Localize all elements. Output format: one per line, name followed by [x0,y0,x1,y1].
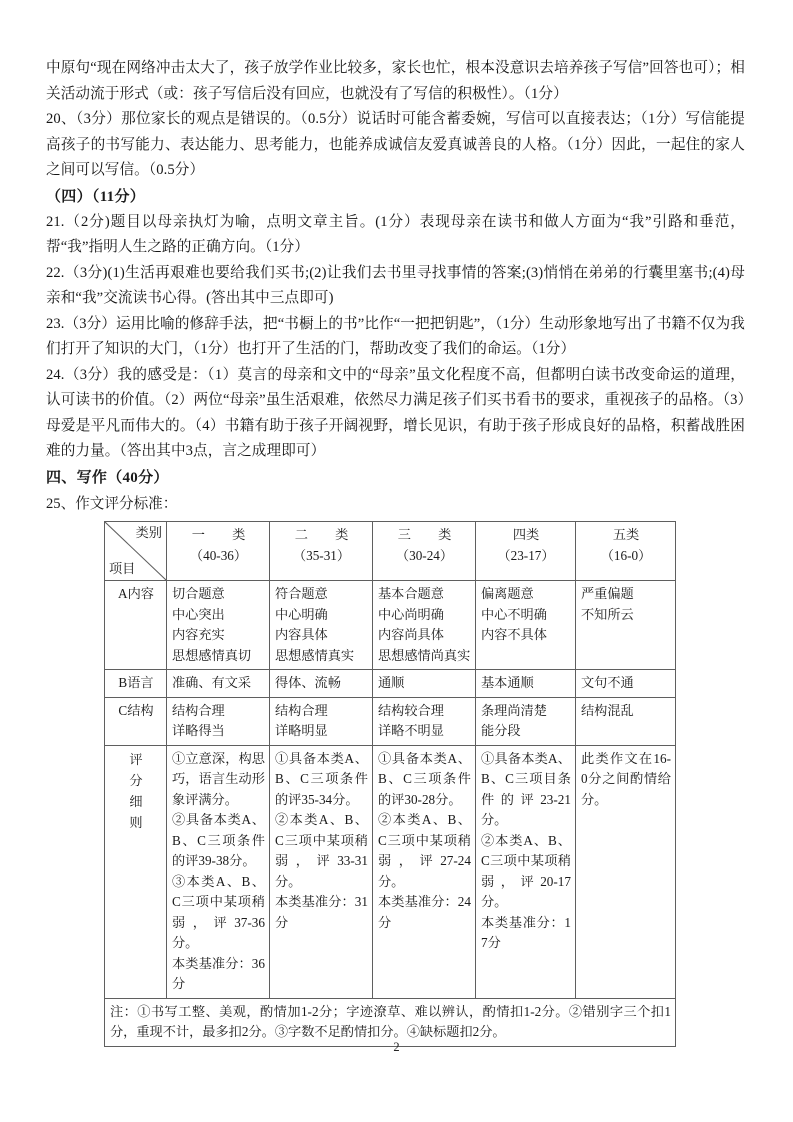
rubric-cell [373,697,476,745]
rubric-note-row [105,998,676,1046]
rubric-row-label-line: 细 [129,793,143,809]
rubric-cell [476,581,576,670]
rubric-score-range: （23-17） [497,547,555,563]
rubric-grade-name: 一 类 [191,527,253,542]
rubric-cell-line: ②具备本类A、B、C三项条件的评39-38分。 [172,812,265,868]
rubric-cell-line: ①具备本类A、B、C三项目条件的评23-21分。 [481,750,571,827]
rubric-cell-line: 切合题意 [172,586,225,601]
rubric-cell-line: 结构混乱 [581,702,634,718]
page-number: 2 [393,1040,400,1054]
paragraph-19-continuation: 中原句“现在网络冲击太大了，孩子放学作业比较多，家长也忙，根本没意识去培养孩子写信”回答也可）；相关活动流于形式（或：孩子写信后没有回应，也就没有了写信的积极性）。（1分） [46,60,745,102]
rubric-cell [167,745,270,998]
rubric-cell-line: 内容不具体 [481,627,547,642]
rubric-cell-line: 详略明显 [275,723,328,738]
rubric-category-label: 类别 [135,525,162,540]
rubric-row [105,581,676,670]
rubric-cell [167,697,270,745]
rubric-cell-line: 能分段 [481,723,521,738]
rubric-note: 注：①书写工整、美观，酌情加1-2分；字迹潦草、难以辨认，酌情扣1-2分。②错别字三个扣1分，重现不计，最多扣2分。③字数不足酌情扣分。④缺标题扣2分。 [105,998,676,1046]
rubric-cell-line: 中心不明确 [481,606,547,622]
rubric-cell-line: 结构较合理 [378,702,444,718]
rubric-score-range: （16-0） [600,547,652,563]
rubric-item-label: 项目 [109,561,136,576]
rubric-row-label-line: 则 [129,814,143,830]
rubric-cell-line: 内容具体 [275,627,328,642]
rubric-cell [576,745,676,998]
rubric-header-row [105,522,676,581]
section-four-heading: （四）（11分） [46,188,146,205]
rubric-cell-line: ①立意深，构思巧，语言生动形象评满分。 [172,750,265,807]
rubric-cell-line: 结构合理 [172,702,225,718]
paragraph-answer-20: 20、（3分）那位家长的观点是错误的。（0.5分）说话时可能含蓄委婉，写信可以直接表达；（1分）写信能提高孩子的书写能力、表达能力、思考能力，也能养成诚信友爱真诚善良的人格。（1分）因此，一起住的家人之间可以写信。（0.5分） [46,111,745,178]
rubric-cell [167,670,270,698]
rubric-score-range: （30-24） [395,547,454,563]
rubric-cell-line: 本类基准分：24分 [378,894,471,930]
rubric-cell-line: 本类基准分：17分 [481,914,571,950]
rubric-cell-line: 基本合题意 [378,586,444,601]
rubric-row-label-line: 分 [129,772,143,788]
rubric-cell [576,697,676,745]
rubric-cell [270,581,373,670]
rubric-cell-line: 严重偏题 [581,586,634,601]
paragraph-question-25: 25、作文评分标准： [46,495,178,512]
rubric-cell-line: 不知所云 [581,606,634,622]
rubric-cell-line: 文句不通 [581,675,634,690]
rubric-cell-line: ①具备本类A、B、C三项条件的评30-28分。 [378,750,471,807]
rubric-cell-line: 思想感情尚真实 [378,647,471,663]
rubric-cell-line: 得体、流畅 [275,675,341,690]
essay-scoring-rubric-table [104,521,676,1047]
rubric-cell-line: 偏离题意 [481,586,534,601]
rubric-cell-line: 结构合理 [275,702,328,718]
rubric-cell-line: ②本类A、B、C三项中某项稍弱，评33-31分。 [275,812,368,889]
rubric-row [105,745,676,998]
rubric-score-range: （40-36） [189,547,248,563]
rubric-cell [576,670,676,698]
rubric-grade-name: 三 类 [397,527,459,542]
rubric-cell [270,745,373,998]
rubric-corner-cell [105,522,167,581]
rubric-cell [373,581,476,670]
rubric-cell [167,581,270,670]
rubric-grade-name: 四类 [512,527,540,542]
rubric-column-header-2 [270,522,373,581]
paragraph-answer-21: 21.（2分)题目以母亲执灯为喻，点明文章主旨。(1分）表现母亲在读书和做人方面为“我”引路和垂范，帮“我”指明人生之路的正确方向。（1分） [46,213,745,255]
rubric-grade-name: 五类 [612,527,640,542]
rubric-row [105,670,676,698]
rubric-cell-line: 中心突出 [172,606,225,622]
rubric-cell [576,581,676,670]
rubric-cell [270,670,373,698]
rubric-cell-line: 基本通顺 [481,675,534,690]
paragraph-answer-23: 23.（3分）运用比喻的修辞手法，把“书橱上的书”比作“一把把钥匙”，（1分）生动形象地写出了书籍不仅为我们打开了知识的大门，（1分）也打开了生活的门，帮助改变了我们的命运。（1分） [46,315,745,357]
rubric-row-label: C结构 [105,697,167,745]
rubric-cell [270,697,373,745]
rubric-row-label: B语言 [105,670,167,698]
rubric-column-header-4 [476,522,576,581]
rubric-cell-line: 思想感情真实 [275,647,355,663]
paragraph-answer-22: 22.（3分)(1)生活再艰难也要给我们买书;(2)让我们去书里寻找事情的答案;(3)悄悄在弟弟的行囊里塞书;(4)母亲和“我”交流读书心得。(答出其中三点即可) [46,264,745,306]
rubric-cell-line: ③本类A、B、C三项中某项稍弱，评37-36分。 [172,873,265,950]
rubric-grade-name: 二 类 [294,527,356,542]
rubric-cell-line: 内容尚具体 [378,627,444,642]
rubric-cell-line: ②本类A、B、C三项中某项稍弱，评27-24分。 [378,812,471,889]
rubric-cell-line: 符合题意 [275,586,328,601]
rubric-row-label-line: 评 [129,751,143,767]
rubric-column-header-3 [373,522,476,581]
rubric-score-range: （35-31） [292,547,351,563]
rubric-cell-line: 此类作文在16-0分之间酌情给分。 [581,750,671,807]
rubric-cell-line: 思想感情真切 [172,647,252,663]
rubric-column-header-5 [576,522,676,581]
rubric-cell-line: 条理尚清楚 [481,702,547,718]
rubric-cell [373,745,476,998]
rubric-cell-line: ②本类A、B、C三项中某项稍弱，评20-17分。 [481,832,571,909]
rubric-cell-line: 本类基准分：31分 [275,894,368,930]
rubric-cell-line: 准确、有文采 [172,675,252,690]
rubric-cell [476,697,576,745]
rubric-cell [373,670,476,698]
rubric-cell-line: 详略得当 [172,723,225,738]
rubric-row [105,697,676,745]
rubric-table-wrapper [46,521,745,1047]
rubric-row-label: A内容 [105,581,167,670]
rubric-cell-line: 中心明确 [275,606,328,622]
rubric-cell [476,670,576,698]
rubric-cell-line: 通顺 [378,675,405,690]
rubric-cell [476,745,576,998]
paragraph-answer-24: 24.（3分）我的感受是：（1）莫言的母亲和文中的“母亲”虽文化程度不高，但都明白读书改变命运的道理，认可读书的价值。（2）两位“母亲”虽生活艰难，依然尽力满足孩子们买书看书的要求，重视孩子的品格。（3）母爱是平凡而伟大的。（4）书籍有助于孩子开阔视野，增长见识，有助于孩子形成良好的品格，积蓄战胜困难的力量。（答出其中3点，言之成理即可） [46,366,745,459]
rubric-cell-line: 中心尚明确 [378,606,444,622]
rubric-cell-line: 本类基准分：36分 [172,955,265,991]
section-writing-heading: 四、写作（40分） [46,469,169,486]
rubric-column-header-1 [167,522,270,581]
rubric-cell-line: 内容充实 [172,627,225,642]
rubric-row-label [105,745,167,998]
rubric-cell-line: 详略不明显 [378,723,444,738]
rubric-cell-line: ①具备本类A、B、C三项条件的评35-34分。 [275,750,368,807]
